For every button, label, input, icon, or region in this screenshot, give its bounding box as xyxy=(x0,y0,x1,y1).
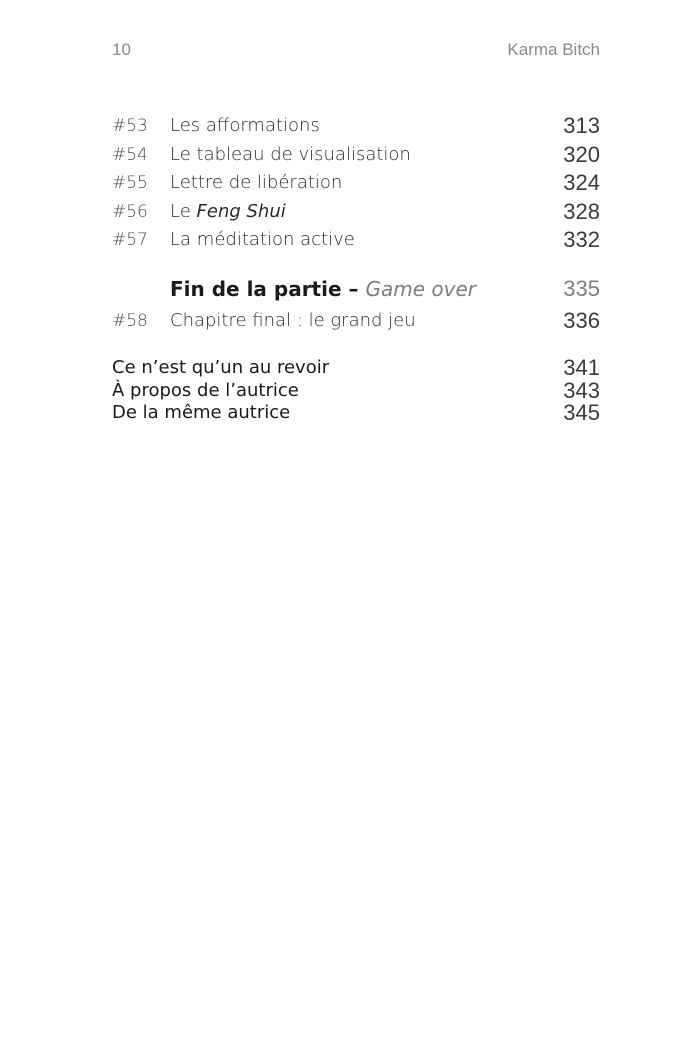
back-matter-entry[interactable] xyxy=(112,377,600,403)
toc-entry[interactable] xyxy=(112,307,600,336)
toc-entry[interactable] xyxy=(112,226,600,255)
chapter-page: 328 xyxy=(563,198,600,224)
chapter-page: 332 xyxy=(563,227,600,252)
chapter-page: 320 xyxy=(563,141,600,167)
chapter-page: 313 xyxy=(563,113,600,138)
chapter-number: #54 xyxy=(112,144,148,165)
chapter-title-prefix: Le xyxy=(170,200,197,222)
chapter-title: La méditation active xyxy=(170,229,355,250)
page-number: 10 xyxy=(112,40,131,59)
chapter-number: #53 xyxy=(112,116,148,136)
part-title xyxy=(170,271,476,307)
part-page: 335 xyxy=(563,275,600,301)
back-matter-page: 341 xyxy=(563,355,600,380)
book-title: Karma Bitch xyxy=(507,40,600,59)
back-matter-page: 345 xyxy=(563,400,600,425)
back-matter-entry[interactable] xyxy=(112,357,600,380)
chapter-page: 324 xyxy=(563,170,600,195)
chapter-number: #58 xyxy=(112,310,148,331)
chapter-title: Le tableau de visualisation xyxy=(170,143,411,165)
back-matter xyxy=(112,357,600,425)
chapter-number: #56 xyxy=(112,201,148,222)
part-title-main: Fin de la partie – xyxy=(170,276,366,301)
part-heading[interactable] xyxy=(112,271,600,307)
toc-entry[interactable] xyxy=(112,198,600,227)
back-matter-title: Ce n’est qu’un au revoir xyxy=(112,357,330,378)
toc-entry[interactable] xyxy=(112,112,600,141)
running-head xyxy=(112,40,600,64)
toc-entry[interactable] xyxy=(112,169,600,198)
chapter-title-italic: Feng Shui xyxy=(196,200,286,222)
chapter-title: Les afformations xyxy=(170,115,320,136)
back-matter-title: À propos de l’autrice xyxy=(112,379,299,401)
back-matter-title: De la même autrice xyxy=(112,402,291,423)
toc-entry[interactable] xyxy=(112,141,600,170)
chapter-title xyxy=(170,198,286,227)
chapter-page: 336 xyxy=(563,307,600,333)
chapter-number: #55 xyxy=(112,173,148,193)
back-matter-page: 343 xyxy=(563,377,600,403)
chapter-title: Lettre de libération xyxy=(170,172,343,193)
back-matter-entry[interactable] xyxy=(112,402,600,425)
table-of-contents xyxy=(112,112,600,425)
part-subtitle: Game over xyxy=(365,276,476,301)
chapter-number: #57 xyxy=(112,230,148,250)
chapter-title: Chapitre final : le grand jeu xyxy=(170,309,416,331)
